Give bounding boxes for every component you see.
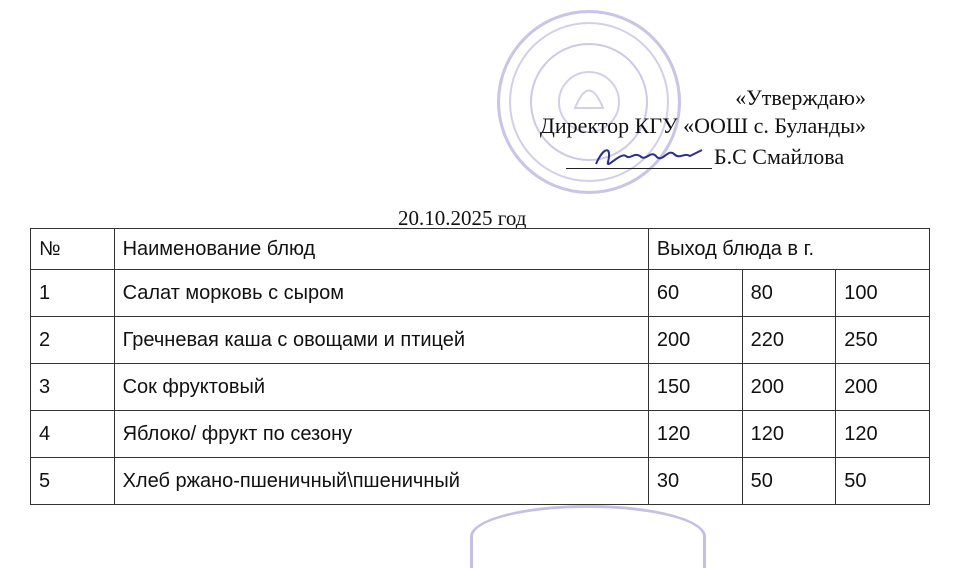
row-dish-name: Яблоко/ фрукт по сезону	[114, 411, 648, 458]
row-output-3: 200	[836, 364, 930, 411]
table-row	[31, 270, 930, 317]
row-output-3: 250	[836, 317, 930, 364]
row-output-1: 200	[648, 317, 742, 364]
row-output-3: 100	[836, 270, 930, 317]
row-output-2: 50	[742, 458, 836, 505]
approve-label: «Утверждаю»	[735, 85, 866, 110]
row-dish-name: Гречневая каша с овощами и птицей	[114, 317, 648, 364]
row-number: 4	[31, 411, 115, 458]
official-seal-stamp-bottom	[470, 505, 706, 568]
row-dish-name: Салат морковь с сыром	[114, 270, 648, 317]
header-output: Выход блюда в г.	[648, 229, 929, 270]
row-number: 5	[31, 458, 115, 505]
header-number: №	[31, 229, 115, 270]
handwritten-signature	[590, 142, 710, 174]
table-row	[31, 317, 930, 364]
header-dish-name: Наименование блюд	[114, 229, 648, 270]
row-output-1: 150	[648, 364, 742, 411]
row-output-1: 60	[648, 270, 742, 317]
document-date: 20.10.2025 год	[398, 206, 527, 230]
director-position: Директор КГУ «ООШ с. Буланды»	[539, 113, 866, 138]
row-output-3: 50	[836, 458, 930, 505]
row-number: 2	[31, 317, 115, 364]
signature-row	[566, 142, 866, 174]
row-output-1: 30	[648, 458, 742, 505]
table-row	[31, 458, 930, 505]
row-output-2: 80	[742, 270, 836, 317]
row-dish-name: Сок фруктовый	[114, 364, 648, 411]
row-number: 1	[31, 270, 115, 317]
table-row	[31, 411, 930, 458]
row-output-2: 220	[742, 317, 836, 364]
row-output-3: 120	[836, 411, 930, 458]
table-row	[31, 364, 930, 411]
row-number: 3	[31, 364, 115, 411]
menu-table	[30, 228, 930, 505]
row-output-2: 200	[742, 364, 836, 411]
signer-name: Б.С Смайлова	[714, 144, 845, 169]
row-output-2: 120	[742, 411, 836, 458]
approval-block	[540, 84, 866, 140]
table-header-row	[31, 229, 930, 270]
row-dish-name: Хлеб ржано-пшеничный\пшеничный	[114, 458, 648, 505]
row-output-1: 120	[648, 411, 742, 458]
